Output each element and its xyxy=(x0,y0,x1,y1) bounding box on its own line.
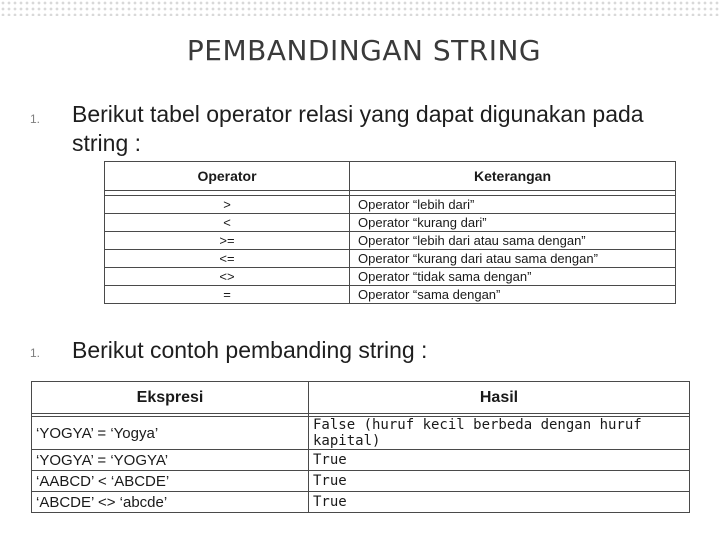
ekspresi-cell: ‘AABCD’ < ‘ABCDE’ xyxy=(32,471,309,492)
hasil-cell: False (huruf kecil berbeda dengan huruf kapital) xyxy=(309,417,690,450)
table-row xyxy=(105,268,676,286)
keterangan-cell: Operator “lebih dari” xyxy=(350,196,676,214)
example-table xyxy=(31,381,690,513)
keterangan-cell: Operator “kurang dari atau sama dengan” xyxy=(350,250,676,268)
operator-cell: = xyxy=(105,286,350,304)
decorative-dot-band xyxy=(0,0,720,16)
operator-header: Operator xyxy=(105,162,350,191)
bullet-text-2: Berikut contoh pembanding string : xyxy=(72,337,428,363)
table-row xyxy=(32,471,690,492)
table-row xyxy=(32,492,690,513)
keterangan-cell: Operator “sama dengan” xyxy=(350,286,676,304)
keterangan-cell: Operator “lebih dari atau sama dengan” xyxy=(350,232,676,250)
table-row xyxy=(105,196,676,214)
operator-cell: <> xyxy=(105,268,350,286)
ekspresi-header: Ekspresi xyxy=(32,382,309,414)
table-row xyxy=(105,250,676,268)
operator-cell: <= xyxy=(105,250,350,268)
slide-title: PEMBANDINGAN STRING xyxy=(186,34,542,67)
keterangan-cell: Operator “kurang dari” xyxy=(350,214,676,232)
hasil-header: Hasil xyxy=(309,382,690,414)
ekspresi-cell: ‘YOGYA’ = ‘YOGYA’ xyxy=(32,450,309,471)
operator-cell: < xyxy=(105,214,350,232)
operator-table xyxy=(104,161,676,304)
bullet-text-1-line1: Berikut tabel operator relasi yang dapat digunakan pada xyxy=(72,101,644,127)
hasil-cell: True xyxy=(309,492,690,513)
table-row xyxy=(105,286,676,304)
table-row xyxy=(32,450,690,471)
ekspresi-cell: ‘YOGYA’ = ‘Yogya’ xyxy=(32,417,309,450)
example-table-header xyxy=(32,382,690,414)
bullet-number-2: 1. xyxy=(30,346,41,360)
operator-table-header xyxy=(105,162,676,191)
keterangan-cell: Operator “tidak sama dengan” xyxy=(350,268,676,286)
operator-cell: > xyxy=(105,196,350,214)
hasil-cell: True xyxy=(309,471,690,492)
table-row xyxy=(105,214,676,232)
operator-cell: >= xyxy=(105,232,350,250)
bullet-number-1: 1. xyxy=(30,112,41,126)
bullet-text-1 xyxy=(72,100,644,158)
keterangan-header: Keterangan xyxy=(350,162,676,191)
table-row xyxy=(32,417,690,450)
table-row xyxy=(105,232,676,250)
hasil-cell: True xyxy=(309,450,690,471)
ekspresi-cell: ‘ABCDE’ <> ‘abcde’ xyxy=(32,492,309,513)
bullet-text-1-line2: string : xyxy=(72,130,142,156)
